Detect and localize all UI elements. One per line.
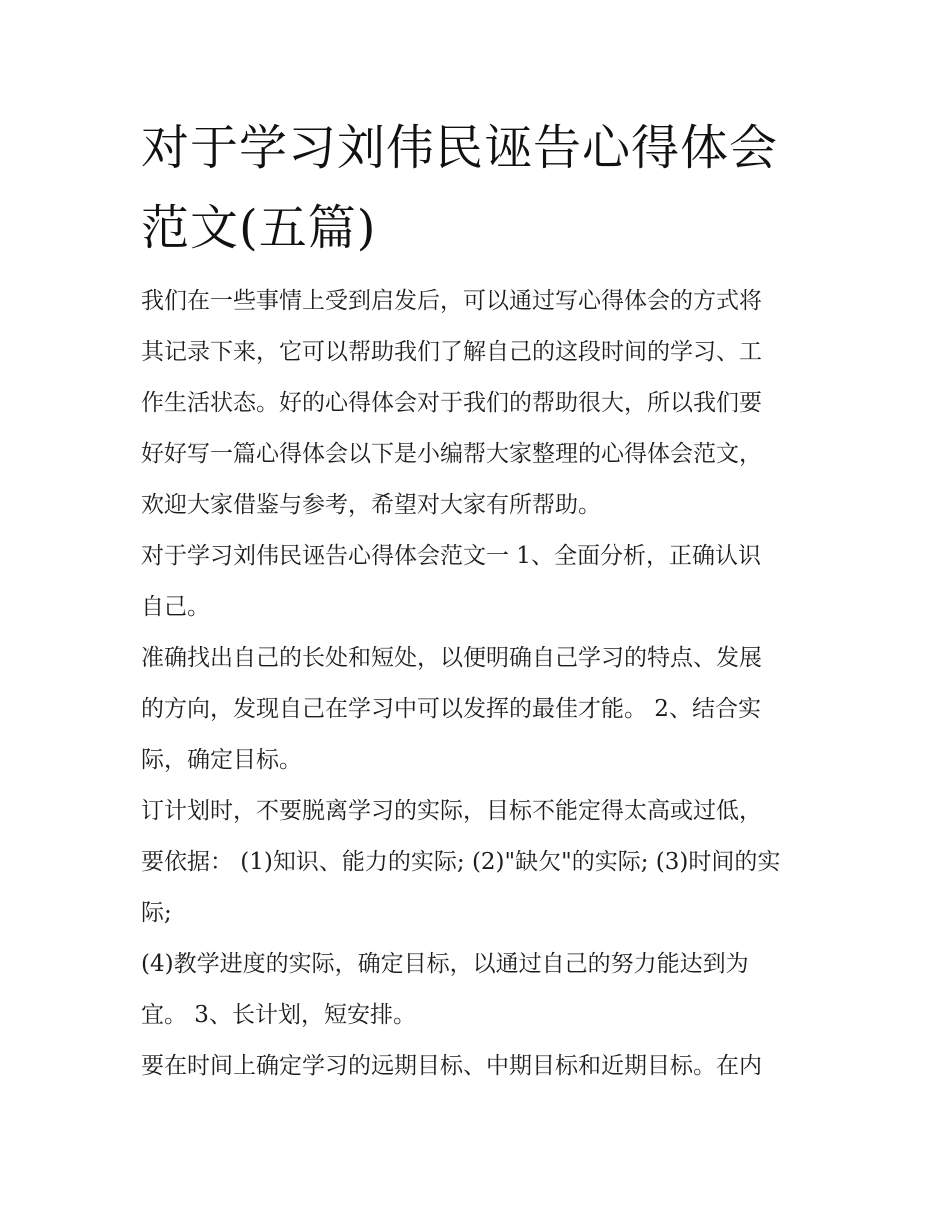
title-line-1: 对于学习刘伟民诬告心得体会 <box>141 120 779 176</box>
text-line: 作生活状态。好的心得体会对于我们的帮助很大，所以我们要 <box>141 390 762 416</box>
document-body <box>141 108 821 1092</box>
text-line: 其记录下来，它可以帮助我们了解自己的这段时间的学习、工 <box>141 339 762 365</box>
text-line: 自己。 <box>141 594 210 620</box>
paragraph-plan-basis <box>141 786 821 939</box>
text-line: (4)教学进度的实际，确定目标，以通过自己的努力能达到为 <box>141 951 749 977</box>
document-title <box>141 108 821 268</box>
text-line: 要在时间上确定学习的远期目标、中期目标和近期目标。在内 <box>141 1053 762 1079</box>
paragraph-intro <box>141 276 821 531</box>
paragraph-section-1 <box>141 531 821 633</box>
text-line: 际; <box>141 900 172 926</box>
text-line: 宜。 3、长计划，短安排。 <box>141 1002 416 1028</box>
text-line: 我们在一些事情上受到启发后，可以通过写心得体会的方式将 <box>141 288 762 314</box>
text-line: 欢迎大家借鉴与参考，希望对大家有所帮助。 <box>141 492 601 518</box>
text-line: 的方向，发现自己在学习中可以发挥的最佳才能。 2、结合实 <box>141 696 761 722</box>
text-line: 准确找出自己的长处和短处，以便明确自己学习的特点、发展 <box>141 645 762 671</box>
title-line-2: 范文(五篇) <box>141 200 377 256</box>
text-line: 际，确定目标。 <box>141 747 302 773</box>
text-line: 要依据： (1)知识、能力的实际; (2)"缺欠"的实际; (3)时间的实 <box>141 849 781 875</box>
paragraph-strengths <box>141 633 821 786</box>
paragraph-time-goals <box>141 1041 821 1092</box>
text-line: 订计划时，不要脱离学习的实际，目标不能定得太高或过低， <box>141 798 762 824</box>
text-line: 对于学习刘伟民诬告心得体会范文一 1、全面分析，正确认识 <box>141 543 761 569</box>
paragraph-teaching-progress <box>141 939 821 1041</box>
text-line: 好好写一篇心得体会以下是小编帮大家整理的心得体会范文， <box>141 441 762 467</box>
